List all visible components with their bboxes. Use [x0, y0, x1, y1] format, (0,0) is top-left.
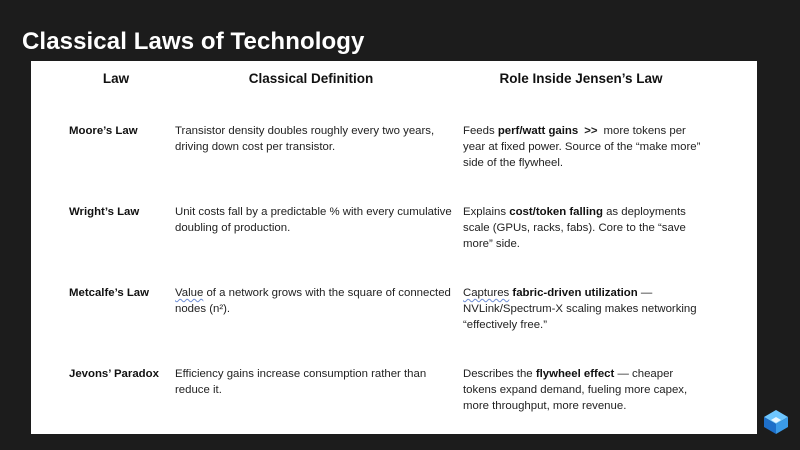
role-jevons-text-b: — cheaper tokens expand demand, fueling more capex, more throughput, more revenue. [463, 368, 688, 412]
role-wright-bold: cost/token falling [509, 206, 603, 218]
law-wright: Wright’s Law [69, 206, 140, 218]
cube-logo-icon [763, 409, 789, 435]
role-moore-text-b: more tokens per year at fixed power. Source of the “make more” side of the flywheel. [463, 125, 701, 169]
definition-metcalfe [175, 285, 455, 317]
laws-table [31, 61, 757, 434]
role-moore-arrows: >> [584, 125, 598, 137]
role-metcalfe-text-b: — NVLink/Spectrum-X scaling makes networking “effectively free.” [463, 287, 697, 331]
law-metcalfe: Metcalfe’s Law [69, 287, 149, 299]
definition-wright: Unit costs fall by a predictable % with every cumulative doubling of production. [175, 206, 452, 234]
role-metcalfe-bold: fabric-driven utilization [512, 287, 638, 299]
role-moore [463, 123, 703, 171]
role-wright-text-b: as deployments scale (GPUs, racks, fabs). Core to the “save more” side. [463, 206, 686, 250]
role-moore-bold: perf/watt gains [497, 125, 579, 137]
role-jevons-text-a: Describes the [463, 368, 536, 380]
role-jevons-bold: flywheel effect [535, 368, 615, 380]
definition-jevons: Efficiency gains increase consumption rather than reduce it. [175, 368, 427, 396]
role-jevons [463, 366, 703, 414]
definition-moore: Transistor density doubles roughly every two years, driving down cost per transistor. [175, 125, 435, 153]
header-definition: Classical Definition [248, 71, 374, 86]
definition-metcalfe-first: Value [175, 287, 204, 299]
role-wright-text-a: Explains [463, 206, 510, 218]
law-jevons: Jevons’ Paradox [69, 368, 159, 380]
role-metcalfe-first: Captures [463, 287, 510, 299]
role-moore-text-a: Feeds [463, 125, 498, 137]
role-metcalfe [463, 285, 703, 333]
header-role: Role Inside Jensen’s Law [499, 71, 663, 86]
definition-metcalfe-rest: of a network grows with the square of connected nodes (n²). [175, 287, 451, 315]
law-moore: Moore’s Law [69, 125, 138, 137]
slide-title: Classical Laws of Technology [22, 28, 365, 55]
header-law: Law [102, 71, 130, 86]
role-wright [463, 204, 703, 252]
